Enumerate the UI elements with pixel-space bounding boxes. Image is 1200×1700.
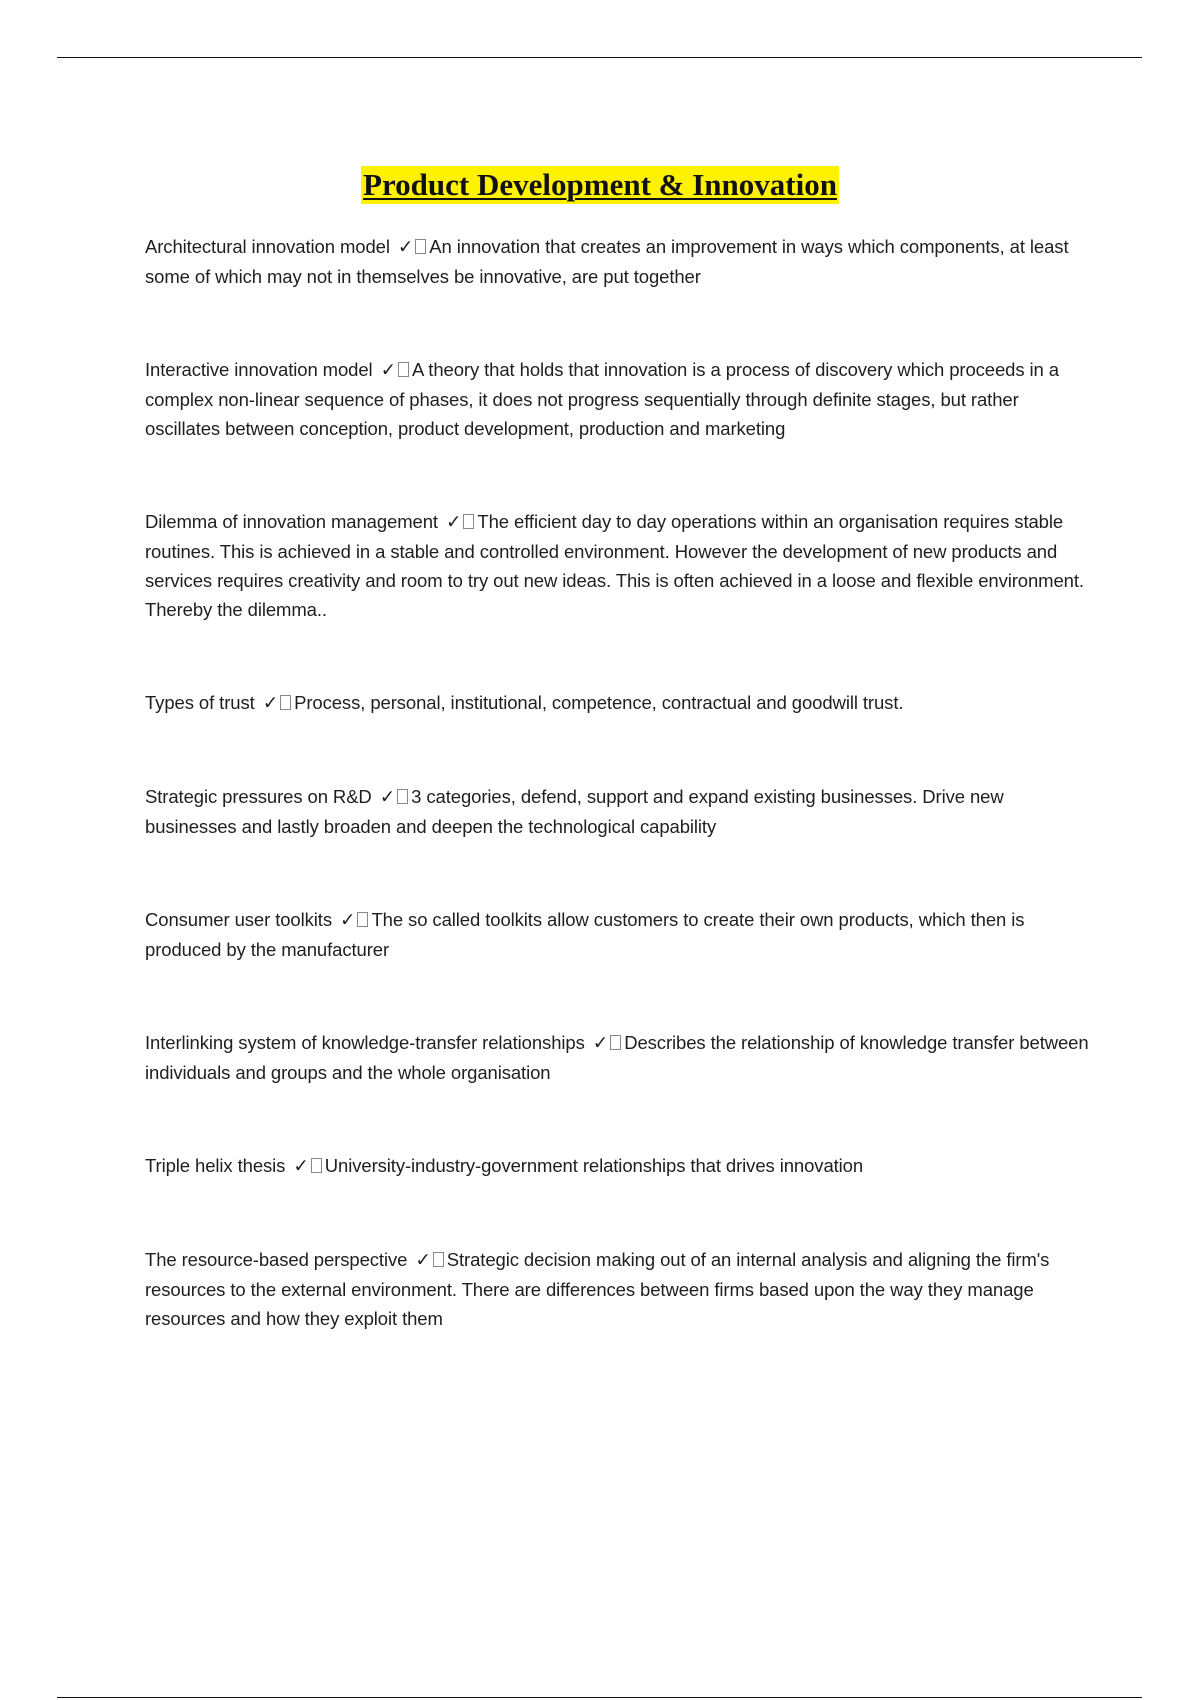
definition-entry <box>145 905 1095 964</box>
definition-entry <box>145 782 1095 841</box>
check-icon: ✓ <box>415 1250 431 1271</box>
entry-definition: An innovation that creates an improvement in ways which components, at least some of which may not in themselves be innovative, are put together <box>145 236 1069 287</box>
entry-term: Types of trust <box>145 692 255 713</box>
definition-entry <box>145 1028 1095 1087</box>
entry-definition: The so called toolkits allow customers to create their own products, which then is produced by the manufacturer <box>145 909 1025 960</box>
check-icon: ✓ <box>446 512 462 533</box>
entry-term: Triple helix thesis <box>145 1155 286 1176</box>
header-rule <box>57 57 1142 58</box>
entry-definition: Describes the relationship of knowledge transfer between individuals and groups and the whole organisation <box>145 1032 1089 1083</box>
missing-glyph-icon <box>463 514 474 529</box>
definition-entry <box>145 232 1095 291</box>
definition-list <box>145 232 1095 1397</box>
check-icon: ✓ <box>262 693 279 714</box>
entry-definition: A theory that holds that innovation is a process of discovery which proceeds in a complex non-linear sequence of phases, it does not progress sequentially through definite stages, but rather oscillates between conception, product development, production and marketing <box>145 359 1059 439</box>
definition-entry <box>145 1151 1095 1181</box>
missing-glyph-icon <box>357 912 368 927</box>
page-title: Product Development & Innovation <box>363 167 837 202</box>
check-icon: ✓ <box>379 787 396 808</box>
missing-glyph-icon <box>433 1252 444 1267</box>
entry-term: Interactive innovation model <box>145 359 373 380</box>
definition-entry <box>145 507 1095 624</box>
entry-definition: Strategic decision making out of an internal analysis and aligning the firm's resources to the external environment. There are differences between firms based upon the way they manage resources and how they exploit them <box>145 1249 1050 1329</box>
footer-rule <box>57 1697 1142 1698</box>
missing-glyph-icon <box>398 362 409 377</box>
missing-glyph-icon <box>280 695 291 710</box>
entry-definition: University-industry-government relationships that drives innovation <box>324 1155 864 1176</box>
check-icon: ✓ <box>592 1033 609 1054</box>
entry-definition: Process, personal, institutional, competence, contractual and goodwill trust. <box>294 692 904 713</box>
entry-term: Consumer user toolkits <box>145 909 332 930</box>
entry-definition: 3 categories, defend, support and expand existing businesses. Drive new businesses and lastly broaden and deepen the technological capability <box>145 786 1004 837</box>
missing-glyph-icon <box>415 239 426 254</box>
missing-glyph-icon <box>397 789 408 804</box>
entry-term: Strategic pressures on R&D <box>145 786 372 807</box>
check-icon: ✓ <box>397 237 414 258</box>
missing-glyph-icon <box>311 1158 322 1173</box>
entry-definition: The efficient day to day operations within an organisation requires stable routines. This is achieved in a stable and controlled environment. However the development of new products and services requires creativity and room to try out new ideas. This is often achieved in a loose and flexible environment. Thereby the dilemma.. <box>145 511 1084 620</box>
entry-term: Interlinking system of knowledge-transfer relationships <box>145 1032 585 1053</box>
definition-entry <box>145 1245 1095 1333</box>
title-block <box>0 166 1200 204</box>
check-icon: ✓ <box>293 1156 309 1177</box>
definition-entry <box>145 688 1095 718</box>
check-icon: ✓ <box>380 360 397 381</box>
entry-term: The resource-based perspective <box>145 1249 408 1270</box>
entry-term: Dilemma of innovation management <box>145 511 438 532</box>
definition-entry <box>145 355 1095 443</box>
missing-glyph-icon <box>610 1035 621 1050</box>
check-icon: ✓ <box>340 910 356 931</box>
entry-term: Architectural innovation model <box>145 236 390 257</box>
